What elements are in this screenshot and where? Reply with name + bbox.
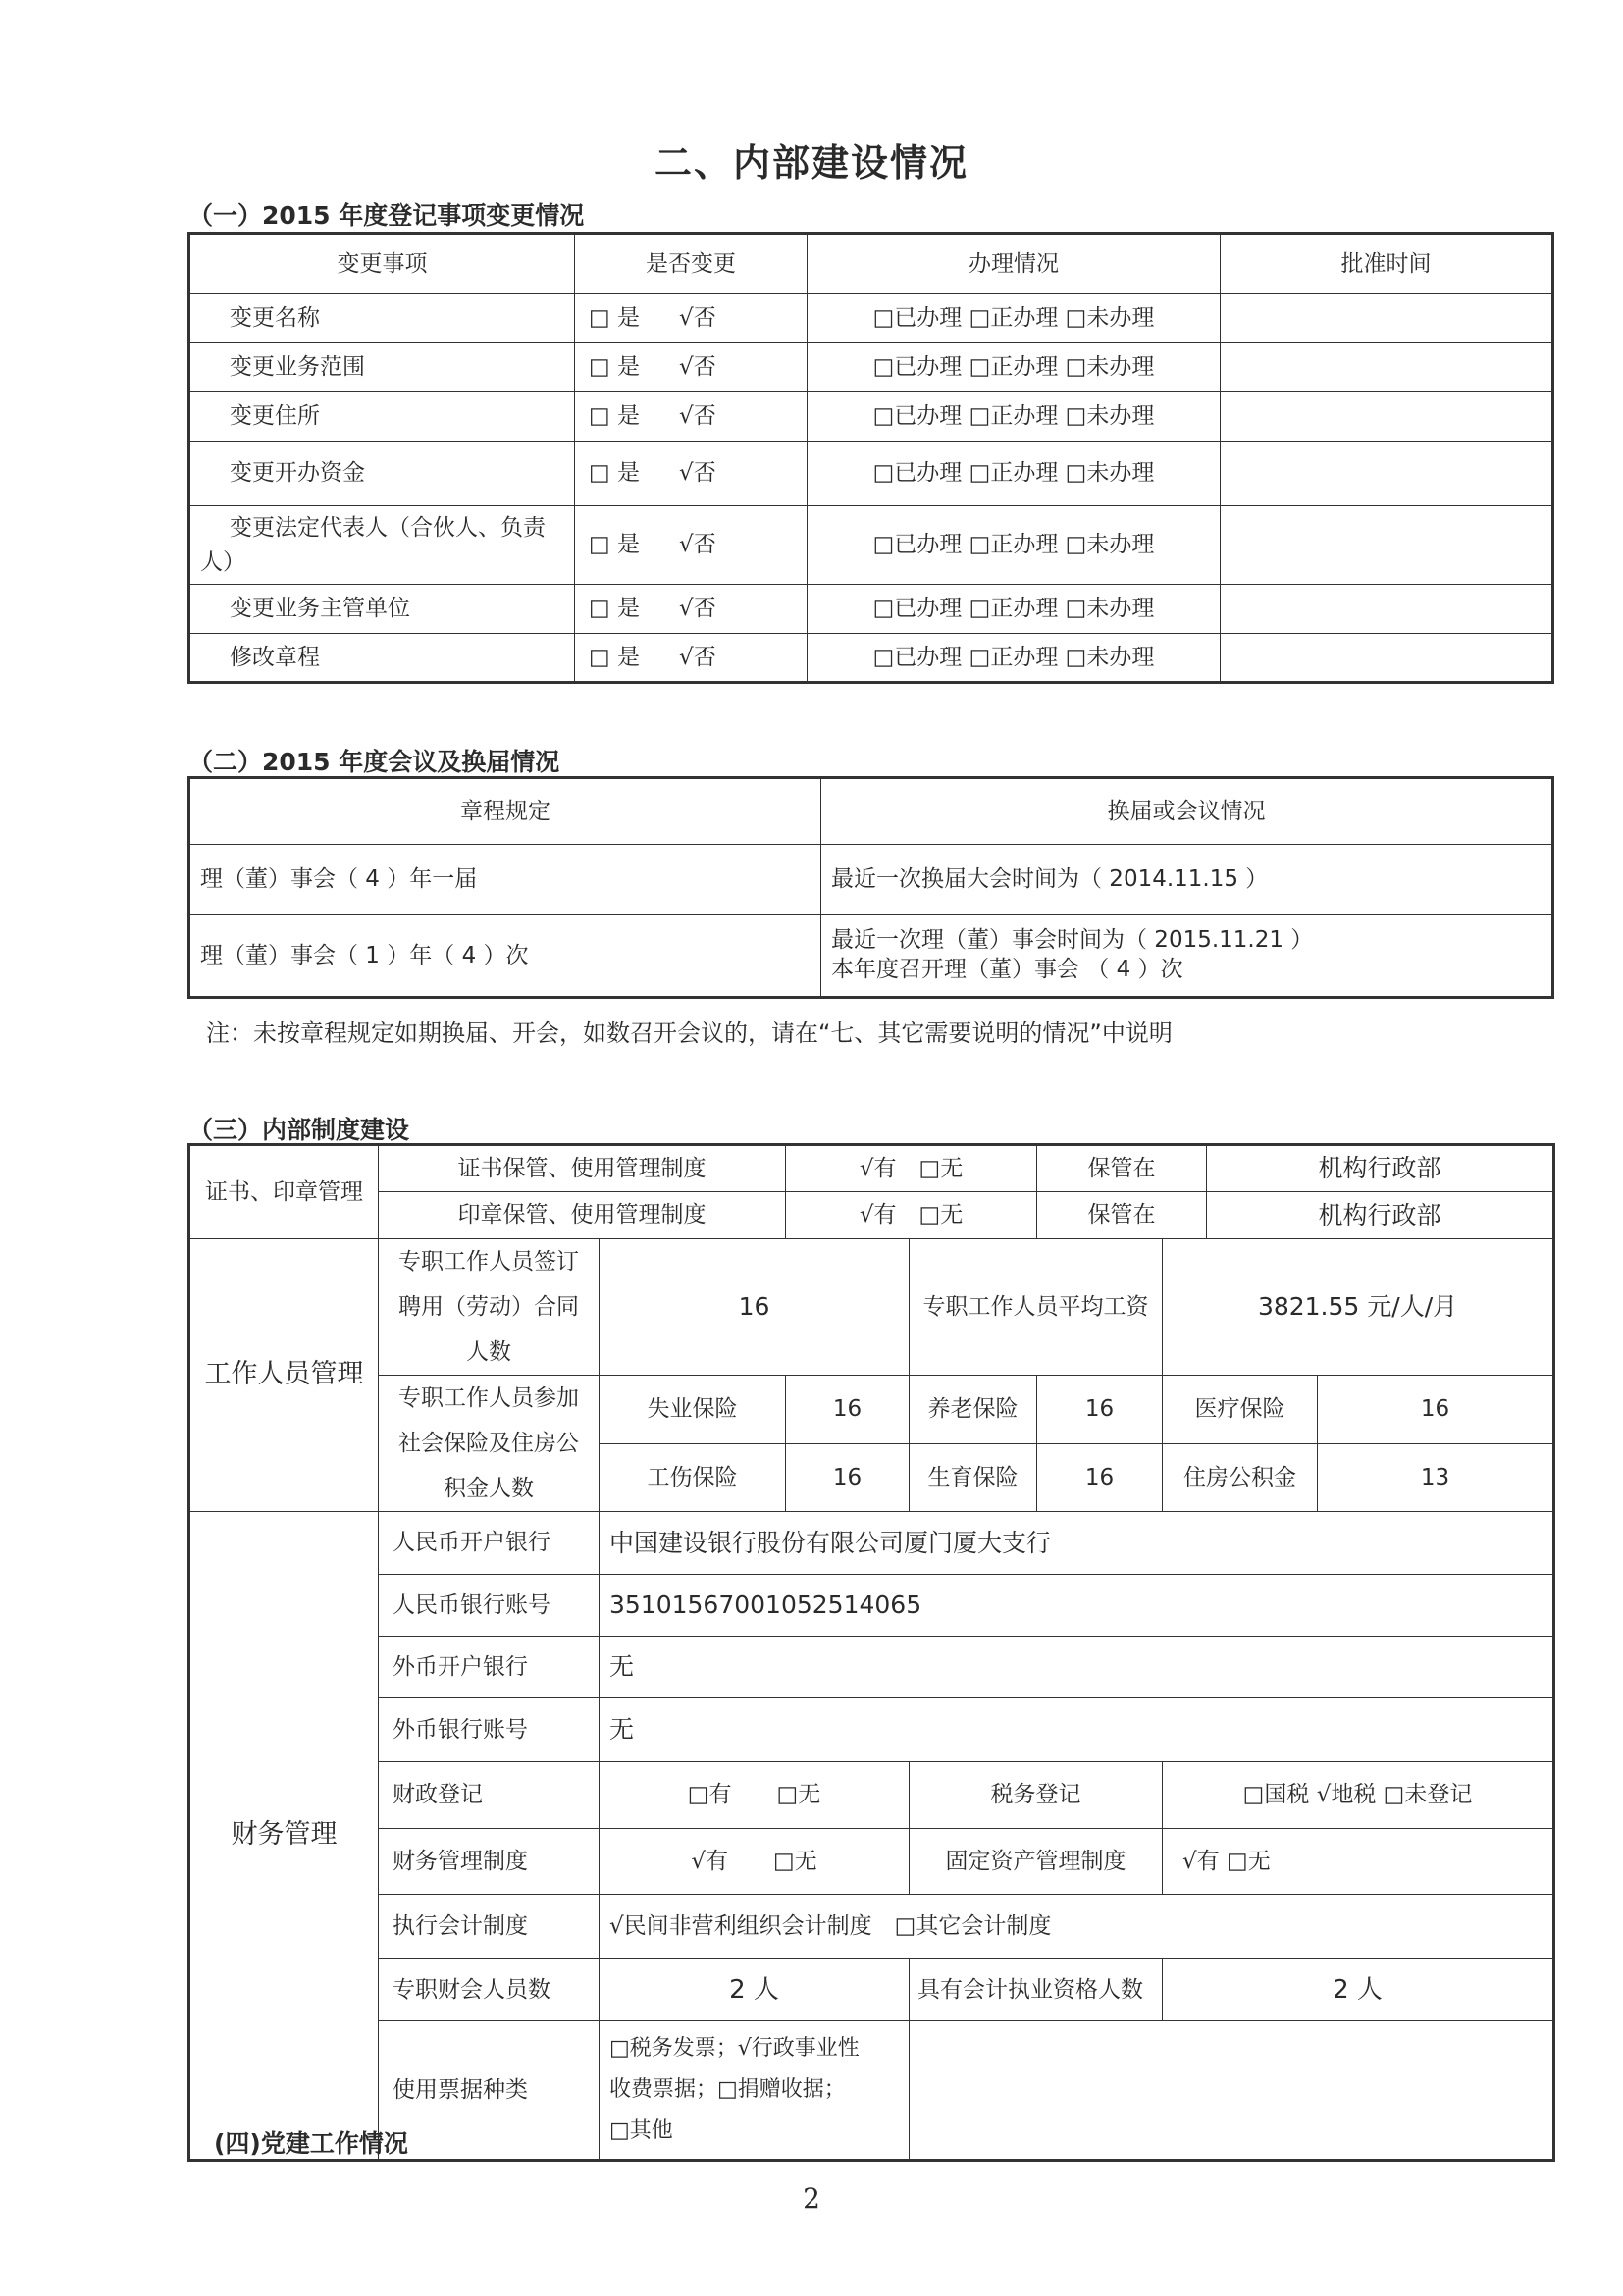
insurance-type: 失业保险 <box>600 1376 786 1444</box>
table-row <box>189 1698 1554 1762</box>
acct-staff-value[interactable]: 2 人 <box>600 1959 910 2021</box>
header-rules: 章程规定 <box>189 778 821 845</box>
no-checkbox[interactable]: √否 <box>679 403 716 430</box>
status-choice[interactable]: □已办理 □正办理 □未办理 <box>808 442 1221 506</box>
changed-choice <box>575 634 808 683</box>
table-row <box>189 1829 1554 1895</box>
receipt-type-choice[interactable] <box>600 2021 910 2161</box>
no-checkbox[interactable]: √否 <box>679 532 716 558</box>
contract-label: 专职工作人员签订聘用（劳动）合同人数 <box>379 1239 600 1376</box>
no-checkbox[interactable]: √否 <box>679 596 716 622</box>
insurance-type: 住房公积金 <box>1163 1443 1318 1512</box>
change-item: 变更业务主管单位 <box>189 585 575 634</box>
fx-account-label: 外币银行账号 <box>379 1698 600 1762</box>
blank-cell <box>910 2021 1554 2161</box>
no-checkbox[interactable]: √否 <box>679 354 716 381</box>
change-item: 变更法定代表人（合伙人、负责人） <box>189 506 575 585</box>
page-number: 2 <box>803 2182 820 2215</box>
table-row <box>189 392 1553 442</box>
change-item: 变更开办资金 <box>189 442 575 506</box>
rmb-account-label: 人民币银行账号 <box>379 1575 600 1637</box>
approval-time[interactable] <box>1221 294 1553 343</box>
board-meetings-count[interactable]: 本年度召开理（董）事会 （ 4 ）次 <box>831 957 1183 982</box>
last-board-meeting-date[interactable]: 最近一次理（董）事会时间为（ 2015.11.21 ） <box>831 927 1314 954</box>
approval-time[interactable] <box>1221 506 1553 585</box>
table-row <box>189 1575 1554 1637</box>
yes-checkbox[interactable]: □ 是 <box>589 532 641 558</box>
insurance-type: 工伤保险 <box>600 1443 786 1512</box>
receipt-line: 收费票据；□捐赠收据； <box>609 2077 846 2103</box>
section2-heading: （二）2015 年度会议及换届情况 <box>188 748 560 776</box>
table-row <box>189 1512 1554 1575</box>
table-row <box>189 1762 1554 1829</box>
meeting-table <box>187 776 1554 999</box>
insurance-type: 医疗保险 <box>1163 1376 1318 1444</box>
fiscal-reg-choice[interactable]: □有 □无 <box>600 1762 910 1829</box>
fx-bank-value[interactable]: 无 <box>600 1637 1554 1698</box>
yes-checkbox[interactable]: □ 是 <box>589 596 641 622</box>
kept-label: 保管在 <box>1037 1145 1207 1192</box>
cert-rule-label: 证书保管、使用管理制度 <box>379 1145 786 1192</box>
approval-time[interactable] <box>1221 442 1553 506</box>
table-row <box>189 1239 1554 1376</box>
tax-reg-label: 税务登记 <box>910 1762 1163 1829</box>
registration-change-table <box>187 232 1554 684</box>
internal-system-table <box>187 1143 1555 2162</box>
table-row <box>189 1895 1554 1959</box>
asset-rule-choice[interactable]: √有 □无 <box>1163 1829 1554 1895</box>
table-header-row <box>189 234 1553 294</box>
changed-choice <box>575 442 808 506</box>
insurance-type: 养老保险 <box>910 1376 1037 1444</box>
approval-time[interactable] <box>1221 634 1553 683</box>
change-item: 变更住所 <box>189 392 575 442</box>
header-meeting-info: 换届或会议情况 <box>821 778 1553 845</box>
approval-time[interactable] <box>1221 343 1553 392</box>
insurance-count[interactable]: 16 <box>786 1376 910 1444</box>
last-election-date[interactable]: 最近一次换届大会时间为（ 2014.11.15 ） <box>821 845 1553 915</box>
page-title: 二、内部建设情况 <box>654 141 969 184</box>
tax-reg-choice[interactable]: □国税 √地税 □未登记 <box>1163 1762 1554 1829</box>
table-row <box>189 634 1553 683</box>
fin-rule-label: 财务管理制度 <box>379 1829 600 1895</box>
changed-choice <box>575 585 808 634</box>
insurance-count[interactable]: 16 <box>1037 1443 1163 1512</box>
salary-label: 专职工作人员平均工资 <box>910 1239 1163 1376</box>
cert-staff-value[interactable]: 2 人 <box>1163 1959 1554 2021</box>
kept-value[interactable]: 机构行政部 <box>1207 1145 1554 1192</box>
table-row <box>189 1145 1554 1192</box>
cert-rule-choice[interactable]: √有 □无 <box>786 1145 1037 1192</box>
rmb-account-value[interactable]: 35101567001052514065 <box>600 1575 1554 1637</box>
change-item: 变更业务范围 <box>189 343 575 392</box>
table-row <box>189 343 1553 392</box>
header-change-item: 变更事项 <box>189 234 575 294</box>
salary-value[interactable]: 3821.55 元/人/月 <box>1163 1239 1554 1376</box>
table-row <box>189 1959 1554 2021</box>
header-changed: 是否变更 <box>575 234 808 294</box>
seal-rule-label: 印章保管、使用管理制度 <box>379 1192 786 1239</box>
yes-checkbox[interactable]: □ 是 <box>589 644 641 670</box>
changed-choice <box>575 506 808 585</box>
receipt-line: □其他 <box>609 2117 673 2143</box>
insurance-count[interactable]: 16 <box>786 1443 910 1512</box>
change-item: 变更名称 <box>189 294 575 343</box>
staff-group-label: 工作人员管理 <box>189 1239 379 1512</box>
section3-heading: （三）内部制度建设 <box>188 1116 410 1144</box>
fx-bank-label: 外币开户银行 <box>379 1637 600 1698</box>
table-row <box>189 845 1553 915</box>
no-checkbox[interactable]: √否 <box>679 460 716 487</box>
change-item: 修改章程 <box>189 634 575 683</box>
status-choice[interactable]: □已办理 □正办理 □未办理 <box>808 585 1221 634</box>
status-choice[interactable]: □已办理 □正办理 □未办理 <box>808 343 1221 392</box>
board-term-rule: 理（董）事会（ 4 ）年一届 <box>189 845 821 915</box>
yes-checkbox[interactable]: □ 是 <box>589 305 641 332</box>
changed-choice <box>575 294 808 343</box>
section4-heading: (四)党建工作情况 <box>214 2129 408 2158</box>
insurance-label: 专职工作人员参加社会保险及住房公积金人数 <box>379 1376 600 1512</box>
cert-group-label: 证书、印章管理 <box>189 1145 379 1239</box>
changed-choice <box>575 392 808 442</box>
section1-heading: （一）2015 年度登记事项变更情况 <box>188 201 585 230</box>
acct-system-label: 执行会计制度 <box>379 1895 600 1959</box>
yes-checkbox[interactable]: □ 是 <box>589 354 641 381</box>
acct-system-choice[interactable]: √民间非营利组织会计制度 □其它会计制度 <box>600 1895 1554 1959</box>
table-row <box>189 294 1553 343</box>
contract-value[interactable]: 16 <box>600 1239 910 1376</box>
status-choice[interactable]: □已办理 □正办理 □未办理 <box>808 634 1221 683</box>
insurance-count[interactable]: 16 <box>1318 1376 1554 1444</box>
kept-label: 保管在 <box>1037 1192 1207 1239</box>
cert-staff-label: 具有会计执业资格人数 <box>910 1959 1163 2021</box>
table-row <box>189 585 1553 634</box>
receipt-type-label: 使用票据种类 <box>379 2021 600 2161</box>
header-approval-time: 批准时间 <box>1221 234 1553 294</box>
table-row <box>189 1376 1554 1444</box>
rmb-bank-label: 人民币开户银行 <box>379 1512 600 1575</box>
board-meeting-rule: 理（董）事会（ 1 ）年（ 4 ）次 <box>189 915 821 998</box>
rmb-bank-value[interactable]: 中国建设银行股份有限公司厦门厦大支行 <box>600 1512 1554 1575</box>
table-row <box>189 506 1553 585</box>
no-checkbox[interactable]: √否 <box>679 644 716 670</box>
receipt-line: □税务发票；√行政事业性 <box>609 2036 860 2061</box>
insurance-count[interactable]: 13 <box>1318 1443 1554 1512</box>
yes-checkbox[interactable]: □ 是 <box>589 403 641 430</box>
no-checkbox[interactable]: √否 <box>679 305 716 332</box>
fiscal-reg-label: 财政登记 <box>379 1762 600 1829</box>
approval-time[interactable] <box>1221 585 1553 634</box>
table-row <box>189 1637 1554 1698</box>
changed-choice <box>575 343 808 392</box>
fin-rule-choice[interactable]: √有 □无 <box>600 1829 910 1895</box>
table-row <box>189 915 1553 998</box>
status-choice[interactable]: □已办理 □正办理 □未办理 <box>808 392 1221 442</box>
approval-time[interactable] <box>1221 392 1553 442</box>
table-row <box>189 442 1553 506</box>
table-row <box>189 1192 1554 1239</box>
seal-rule-choice[interactable]: √有 □无 <box>786 1192 1037 1239</box>
insurance-count[interactable]: 16 <box>1037 1376 1163 1444</box>
header-status: 办理情况 <box>808 234 1221 294</box>
meeting-note: 注：未按章程规定如期换届、开会，如数召开会议的，请在“七、其它需要说明的情况”中说明 <box>206 1019 1173 1047</box>
fx-account-value[interactable]: 无 <box>600 1698 1554 1762</box>
kept-value[interactable]: 机构行政部 <box>1207 1192 1554 1239</box>
yes-checkbox[interactable]: □ 是 <box>589 460 641 487</box>
status-choice[interactable]: □已办理 □正办理 □未办理 <box>808 506 1221 585</box>
insurance-type: 生育保险 <box>910 1443 1037 1512</box>
asset-rule-label: 固定资产管理制度 <box>910 1829 1163 1895</box>
status-choice[interactable]: □已办理 □正办理 □未办理 <box>808 294 1221 343</box>
finance-group-label: 财务管理 <box>189 1512 379 2161</box>
acct-staff-label: 专职财会人员数 <box>379 1959 600 2021</box>
